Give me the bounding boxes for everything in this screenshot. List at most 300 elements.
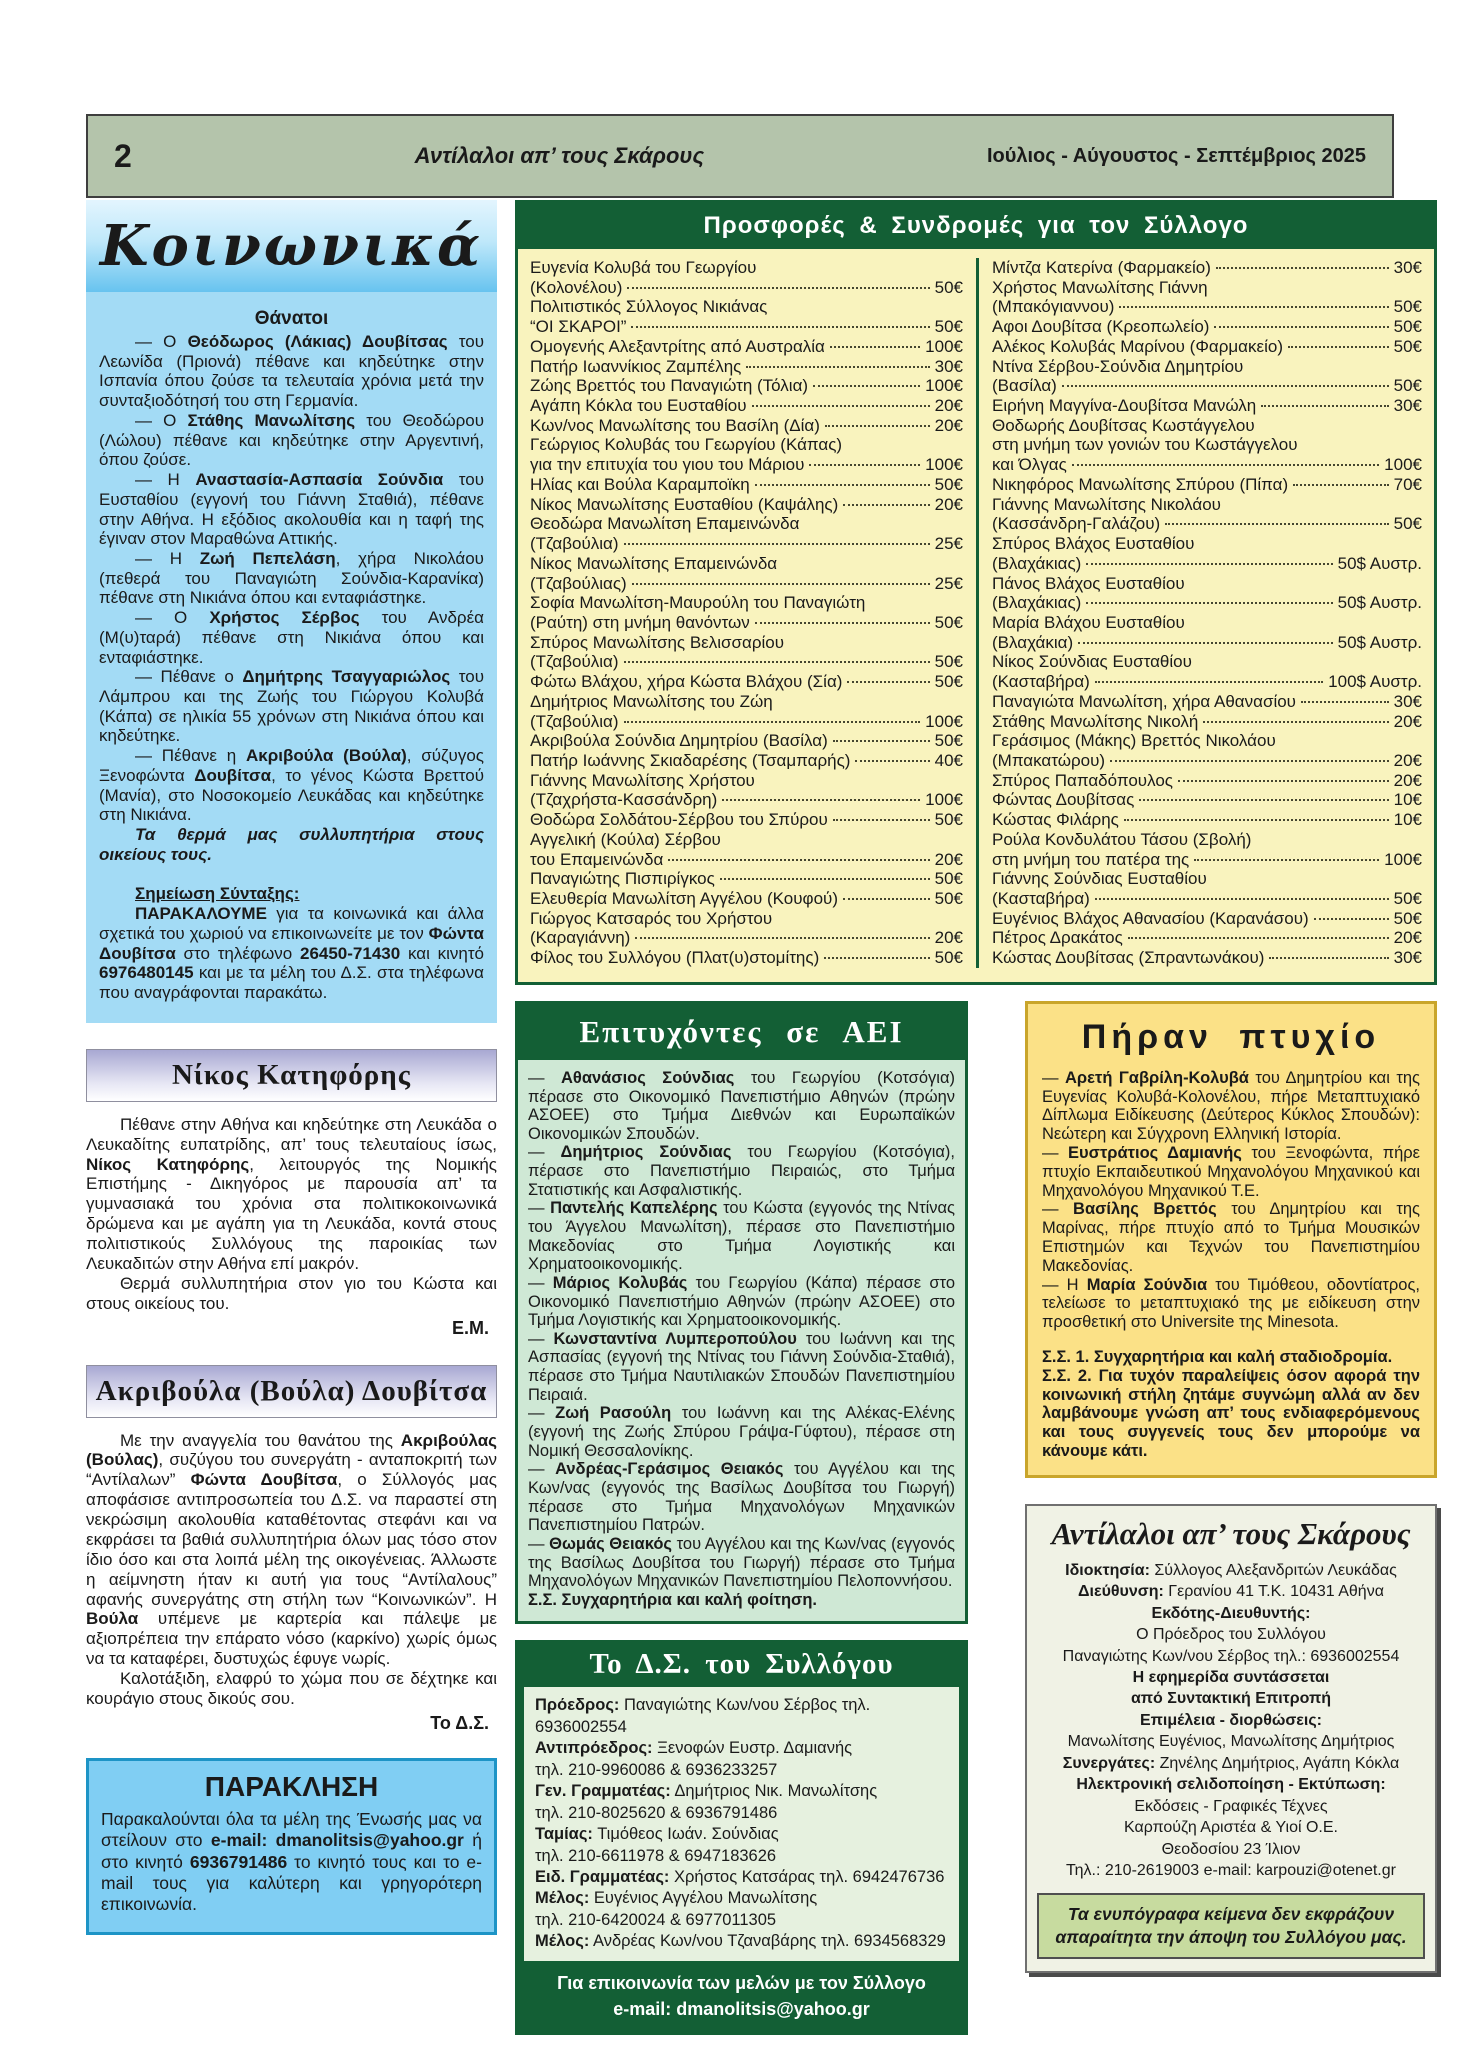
- donation-dots: [1314, 918, 1389, 920]
- masthead-box: [1025, 1504, 1437, 1973]
- donation-amount: 30€: [1393, 691, 1422, 711]
- aei-box: [515, 1001, 968, 1625]
- donation-amount: 100€: [925, 711, 963, 731]
- donation-dots: [843, 898, 930, 900]
- masthead-title: Αντίλαλοι απ’ τους Σκάρους: [1051, 1515, 1411, 1551]
- donation-dots: [833, 819, 930, 821]
- donation-name: Γεράσιμος (Μάκης) Βρεττός Νικολάου: [992, 731, 1276, 751]
- obituary-paragraph: — Ο Στάθης Μανωλίτσης του Θεοδώρου (Λώλου) πέθανε και κηδεύτηκε στην Αργεντινή, όπου ζούσε.: [99, 410, 485, 470]
- donation-dots: [855, 760, 929, 762]
- donation-amount: 20€: [934, 396, 963, 416]
- donation-entry: [992, 948, 1422, 968]
- donation-dots: [1178, 780, 1389, 782]
- donation-entry: [992, 416, 1422, 475]
- donation-entry: [530, 692, 963, 731]
- article-paragraph: Θερμά συλλυπητήρια στον γιο του Κώστα και στους οικείους του.: [86, 1273, 497, 1313]
- board-row: Αντιπρόεδρος: Ξενοφών Ευστρ. Δαμιανής τηλ. 210-9960086 & 6936233257: [535, 1739, 853, 1779]
- board-row: Μέλος: Ανδρέας Κων/νου Τζαναβάρης τηλ. 6934568329: [535, 1932, 946, 1951]
- donation-entry: [992, 790, 1422, 810]
- article-signature: Ε.Μ.: [451, 1317, 489, 1338]
- donation-entry: [530, 948, 963, 968]
- board-row: Ειδ. Γραμματέας: Χρήστος Κατσάρας τηλ. 6942476736: [535, 1867, 945, 1886]
- donation-dots: [1119, 306, 1388, 308]
- donation-entry: [992, 396, 1422, 416]
- donation-dots: [1301, 701, 1389, 703]
- donation-name: Θοδωρής Δουβίτσας Κωστάγγελου: [992, 415, 1255, 435]
- ptyxio-item: — Αρετή Γαβρίλη-Κολυβά του Δημητρίου και της Ευγενίας Κολυβά-Κολονέλου, πήρε Μεταπτυχιακό Δίπλωμα Ειδίκευσης (Δεύτερος Κύκλος Σπουδών): Νεώτερη και Σύγχρονη Ελληνική Ιστορία.: [1042, 1068, 1420, 1144]
- donation-dots: [668, 859, 929, 861]
- donation-name: στη μνήμη του πατέρα της: [992, 849, 1190, 869]
- donation-entry: [992, 317, 1422, 337]
- masthead-line: Συνεργάτες: Ζηνέλης Δημήτριος, Αγάπη Κόκλα: [1062, 1754, 1400, 1772]
- donation-amount: 50€: [934, 731, 963, 751]
- donation-name: Γιάννης Μανωλίτσης Χρήστου: [530, 770, 755, 790]
- voula-paragraphs: [86, 1431, 497, 1709]
- donation-dots: [624, 721, 921, 723]
- donation-dots: [1124, 819, 1389, 821]
- donation-name: (Τζαβούλια): [530, 534, 619, 554]
- donation-dots: [1214, 326, 1388, 328]
- masthead-line: Ιδιοκτησία: Σύλλογος Αλεξανδριτών Λευκάδας: [1065, 1561, 1397, 1579]
- right-column: [1025, 1001, 1437, 1973]
- masthead-line: από Συντακτική Επιτροπή: [1130, 1690, 1332, 1708]
- donation-amount: 10€: [1393, 790, 1422, 810]
- page-number: 2: [114, 137, 132, 174]
- board-row: Πρόεδρος: Παναγιώτης Κων/νου Σέρβος τηλ. 6936002554: [535, 1696, 871, 1736]
- donation-name: (Βλαχάκια): [992, 632, 1074, 652]
- donation-entry: [530, 376, 963, 396]
- donation-name: (Κολονέλου): [530, 277, 623, 297]
- aei-item: — Κωνσταντίνα Λυμπεροπούλου του Ιωάννη και της Ασπασίας (εγγονή της Ντίνας του Γιάννη Σούνδια-Σταθιά), πέρασε στο Τμήμα Ναυτιλιακών Σπουδών Πανεπιστημίου Πειραιά.: [528, 1329, 955, 1404]
- masthead-line: Τηλ.: 210-2619003 e-mail: karpouzi@otenet.gr: [1066, 1861, 1396, 1879]
- donation-name: στη μνήμη των γονιών του Κωστάγγελου: [992, 435, 1298, 455]
- donation-name: Πατήρ Ιωαννίκιος Ζαμπέλης: [530, 356, 742, 376]
- donation-entry: [530, 593, 963, 632]
- donation-name: (Βλαχάκιας): [992, 553, 1082, 573]
- donation-dots: [722, 799, 920, 801]
- donation-dots: [833, 740, 930, 742]
- donation-name: Αλέκος Κολυβάς Μαρίνου (Φαρμακείο): [992, 336, 1283, 356]
- donation-amount: 20€: [934, 494, 963, 514]
- board-members: [524, 1687, 959, 1960]
- donation-dots: [746, 366, 929, 368]
- board-footer-line1: Για επικοινωνία των μελών με τον Σύλλογο: [557, 1972, 926, 1993]
- katiforis-section-header: Νίκος Κατηφόρης: [86, 1049, 497, 1102]
- donation-dots: [1165, 523, 1388, 525]
- donation-name: (Τζαχρήστα-Κασσάνδρη): [530, 790, 718, 810]
- donation-name: (Βασίλα): [992, 376, 1057, 396]
- donation-name: Φώντας Δουβίτσας: [992, 790, 1135, 810]
- donation-amount: 30€: [934, 356, 963, 376]
- donation-dots: [1203, 721, 1388, 723]
- donation-amount: 50€: [934, 810, 963, 830]
- aei-body: [518, 1060, 965, 1622]
- obituary-paragraph: — Πέθανε ο Δημήτρης Τσαγγαριώλος του Λάμπρου και της Ζωής του Γιώργου Κολυβά (Κάπα) σε ηλικία 55 χρόνων στη Νικιάνα όπου και κηδεύτηκε.: [99, 667, 485, 746]
- donation-name: Σπύρος Βλάχος Ευσταθίου: [992, 534, 1195, 554]
- donation-name: Ελευθερία Μανωλίτση Αγγέλου (Κουφού): [530, 889, 838, 908]
- donation-amount: 50€: [934, 672, 963, 692]
- donation-entry: [992, 574, 1422, 613]
- donation-entry: [992, 495, 1422, 534]
- ptyxio-note: Σ.Σ. 1. Συγχαρητήρια και καλή σταδιοδρομία.: [1042, 1348, 1393, 1367]
- donation-dots: [1095, 898, 1389, 900]
- donation-entry: [530, 731, 963, 751]
- donation-name: Ομογενής Αλεξαντρίτης από Αυστραλία: [530, 336, 825, 356]
- donation-amount: 50€: [1393, 336, 1422, 356]
- donation-dots: [632, 583, 930, 585]
- donation-entry: [530, 771, 963, 810]
- donation-name: (Καραγιάννη): [530, 928, 631, 948]
- main-band: [515, 200, 1437, 2035]
- donation-dots: [843, 504, 929, 506]
- donation-amount: 20€: [934, 849, 963, 869]
- donation-entry: [530, 495, 963, 515]
- donation-name: Θοδώρα Σολδάτου-Σέρβου του Σπύρου: [530, 810, 828, 830]
- ptyxio-body: [1042, 1069, 1420, 1461]
- donation-dots: [1086, 563, 1332, 565]
- donation-dots: [635, 937, 929, 939]
- donation-amount: 50€: [934, 317, 963, 337]
- article-paragraph: Με την αναγγελία του θανάτου της Ακριβούλας (Βούλας), συζύγου του συνεργάτη - ανταποκριτή των “Αντίλαλων” Φώντα Δουβίτσα, ο Σύλλογός μας αποφάσισε αντιπροσωπεία του Δ.Σ. να παραστεί στη νεκρώσιμη ακολουθία καταθέτοντας στεφάνι και να εκφράσει τα βαθιά συλλυπητήρια όλων μας τόσο στον ίδιο όσο και στα λοιπά μέλη της οικογένειας. Άλλωστε η αείμνηστη ήταν κι αυτή για τους “Αντίλαλους” αφανής συνεργάτης στη στήλη των “Κοινωνικών”. Η Βούλα υπέμενε με καρτερία και πάλεψε με αξιοπρέπεια την επάρατο νόσο (καρκίνο) χωρίς όμως να τα καταφέρει, δυστυχώς έφυγε νωρίς.: [86, 1430, 498, 1669]
- board-header: Το Δ.Σ. του Συλλόγου: [589, 1648, 894, 1681]
- donation-entry: [530, 297, 963, 336]
- donation-name: Νίκος Σούνδιας Ευσταθίου: [992, 652, 1192, 672]
- donation-amount: 20€: [1393, 928, 1422, 948]
- donation-amount: 50€: [1393, 908, 1422, 928]
- donation-name: Ειρήνη Μαγγίνα-Δουβίτσα Μανώλη: [992, 396, 1257, 416]
- donations-header: Προσφορές & Συνδρομές για τον Σύλλογο: [518, 203, 1434, 249]
- donation-amount: 100€: [1384, 849, 1422, 869]
- donation-amount: 50$ Αυστρ.: [1337, 593, 1422, 613]
- donation-dots: [752, 405, 930, 407]
- obituary-paragraph: — Πέθανε η Ακριβούλα (Βούλα), σύζυγος Ξενοφώντα Δουβίτσα, το γένος Κώστα Βρεττού (Μανία), στο Νοσοκομείο Λευκάδας και κηδεύτηκε στη Νικιάνα.: [99, 746, 484, 825]
- donation-dots: [755, 484, 930, 486]
- donation-dots: [1261, 405, 1388, 407]
- donation-dots: [809, 464, 920, 466]
- voula-section-header: Ακριβούλα (Βούλα) Δουβίτσα: [86, 1365, 497, 1418]
- donation-amount: 30€: [1393, 258, 1422, 277]
- donation-entry: [530, 810, 963, 830]
- board-footer-line2: e-mail: dmanolitsis@yahoo.gr: [613, 1998, 870, 2019]
- ptyxio-item: — Η Μαρία Σούνδια του Τιμόθεου, οδοντίατρος, τελείωσε το μεταπτυχιακό της με ειδίκευση στην προσθετική στο Universite της Minesota.: [1042, 1275, 1420, 1332]
- donation-name: Πατήρ Ιωάννης Σκιαδαρέσης (Τσαμπαρής): [530, 750, 851, 770]
- board-row: Γεν. Γραμματέας: Δημήτριος Νικ. Μανωλίτσης τηλ. 210-8025620 & 6936791486: [535, 1782, 878, 1822]
- donation-entry: [992, 909, 1422, 929]
- donation-name: (Κασταβήρα): [992, 889, 1090, 908]
- donation-name: Κώστας Δουβίτσας (Σπραντωνάκου): [992, 948, 1265, 968]
- donation-entry: [992, 830, 1422, 869]
- ptyxio-note: Σ.Σ. 2. Για τυχόν παραλείψεις όσον αφορά την κοινωνική στήλη ζητάμε συγνώμη αλλά αν δεν λαμβάνουμε γνώση απ’ τους ενδιαφερόμενους και τους συγγενείς τους δεν μπορούμε να κάνουμε κάτι.: [1042, 1366, 1420, 1461]
- donation-entry: [992, 810, 1422, 830]
- donation-dots: [624, 661, 930, 663]
- donation-entry: [992, 337, 1422, 357]
- donation-entry: [530, 514, 963, 553]
- donation-name: Νίκος Μανωλίτσης Ευσταθίου (Καψάλης): [530, 494, 839, 514]
- donation-name: Πάνος Βλάχος Ευσταθίου: [992, 573, 1185, 593]
- ptyxio-box: [1025, 1001, 1437, 1478]
- aei-item: — Αθανάσιος Σούνδιας του Γεωργίου (Κοτσόγια) πέρασε στο Οικονομικό Πανεπιστήμιο Αθηνών (πρώην ΑΣΟΕΕ) στο Τμήμα Διεθνών και Ευρωπαϊκών Οικονομικών Σπουδών.: [528, 1068, 955, 1143]
- aei-closing: Σ.Σ. Συγχαρητήρια και καλή φοίτηση.: [528, 1590, 817, 1609]
- koinonika-section: [86, 200, 497, 1023]
- masthead-line: Επιμέλεια - διορθώσεις:: [1140, 1711, 1322, 1729]
- aei-items: [528, 1069, 955, 1591]
- donation-name: (Τζαβούλιας): [530, 573, 627, 593]
- katiforis-paragraphs: [86, 1115, 497, 1314]
- donation-amount: 30€: [1393, 948, 1422, 968]
- donation-amount: 50$ Αυστρ.: [1337, 553, 1422, 573]
- donation-name: Ηλίας και Βούλα Καραμποϊκη: [530, 474, 750, 494]
- donation-name: Γεώργιος Κολυβάς του Γεωργίου (Κάπας): [530, 435, 843, 455]
- donation-name: Σοφία Μανωλίτση-Μαυρούλη του Παναγιώτη: [530, 593, 866, 613]
- koinonika-body: [86, 292, 497, 1023]
- donation-name: Σπύρος Μανωλίτσης Βελισσαρίου: [530, 632, 785, 652]
- paraklisi-box: [86, 1758, 497, 1935]
- donation-amount: 50€: [1393, 514, 1422, 534]
- obituary-paragraph: — Ο Θεόδωρος (Λάκιας) Δουβίτσας του Λεωνίδα (Πριονά) πέθανε και κηδεύτηκε στην Ισπανία όπου ζούσε τα τελευταία χρόνια μετά την συνταξιοδότησή του στη Γερμανία.: [99, 332, 485, 411]
- donation-name: Ευγένιος Βλάχος Αθανασίου (Καρανάσου): [992, 908, 1309, 928]
- donation-dots: [627, 287, 929, 289]
- donation-name: Ντίνα Σέρβου-Σούνδια Δημητρίου: [992, 356, 1244, 376]
- donation-amount: 20€: [1393, 750, 1422, 770]
- masthead-line: Η εφημερίδα συντάσσεται: [1132, 1669, 1330, 1686]
- donation-entry: [530, 435, 963, 474]
- donation-name: Μίντζα Κατερίνα (Φαρμακείο): [992, 258, 1211, 277]
- donation-dots: [825, 425, 930, 427]
- board-row: Ταμίας: Τιμόθεος Ιωάν. Σούνδιας τηλ. 210-6611978 & 6947183626: [535, 1825, 779, 1865]
- donations-box: [515, 200, 1437, 985]
- donation-dots: [1062, 385, 1389, 387]
- aei-item: — Ζωή Ρασούλη του Ιωάννη και της Αλέκας-Ελένης (εγγονή της Ζωής Σπύρου Γράψα-Γύφτου), πέρασε στη Νομική Θεσσαλονίκης.: [528, 1404, 955, 1460]
- donation-name: (Κασταβήρα): [992, 672, 1090, 692]
- donation-amount: 50€: [934, 612, 963, 632]
- middle-column: [515, 1001, 968, 2035]
- aei-item: — Ανδρέας-Γεράσιμος Θειακός του Αγγέλου και της Κων/νας (εγγονός της Βασίλως Δουβίτσα του Γιωργή) πέρασε στο Τμήμα Μηχανολόγων Μηχανικών Πανεπιστημίου Πατρών.: [528, 1460, 955, 1535]
- masthead-line: Εκδόσεις - Γραφικές Τέχνες: [1134, 1797, 1328, 1815]
- donation-amount: 100€: [925, 376, 963, 396]
- donation-name: Παναγιώτα Μανωλίτση, χήρα Αθανασίου: [992, 691, 1296, 711]
- donation-entry: [992, 771, 1422, 791]
- donation-name: Αφοι Δουβίτσα (Κρεοπωλείο): [992, 317, 1210, 337]
- donation-amount: 25€: [934, 534, 963, 554]
- donation-name: του Επαμεινώνδα: [530, 849, 664, 869]
- donation-name: (Βλαχάκιας): [992, 593, 1082, 613]
- donation-amount: 40€: [934, 750, 963, 770]
- donations-column-right: [976, 258, 1422, 968]
- donation-dots: [1216, 267, 1389, 269]
- donation-amount: 50€: [934, 652, 963, 672]
- masthead-lines: [1037, 1560, 1425, 1882]
- koinonika-title: Κοινωνικά: [86, 200, 497, 292]
- donation-amount: 50€: [934, 277, 963, 297]
- donation-entry: [992, 731, 1422, 770]
- donation-amount: 100€: [925, 455, 963, 475]
- ptyxio-item: — Βασίλης Βρεττός του Δημητρίου και της Μαρίνας, πήρε πτυχίο από το Τμήμα Μουσικών Επιστημών και Τεχνών του Πανεπιστημίου Μακεδονίας.: [1042, 1200, 1420, 1275]
- donation-amount: 25€: [934, 573, 963, 593]
- donation-entry: [530, 357, 963, 377]
- donation-name: (Ραύτη) στη μνήμη θανόντων: [530, 612, 750, 632]
- donation-name: Φίλος του Συλλόγου (Πλατ(υ)στομίτης): [530, 948, 820, 968]
- donation-name: Μαρία Βλάχου Ευσταθίου: [992, 612, 1185, 632]
- donation-entry: [530, 889, 963, 909]
- donation-dots: [1139, 799, 1388, 801]
- lower-columns: [515, 1001, 1437, 2035]
- donation-dots: [847, 681, 929, 683]
- donation-dots: [1269, 957, 1388, 959]
- donation-name: και Όλγας: [992, 455, 1067, 475]
- masthead-line: Μανωλίτσης Ευγένιος, Μανωλίτσης Δημήτριος: [1067, 1733, 1395, 1751]
- donation-name: Ευγενία Κολυβά του Γεωργίου: [530, 258, 757, 277]
- donation-amount: 100€: [925, 790, 963, 810]
- donation-amount: 20€: [934, 928, 963, 948]
- donation-name: Αγγελική (Κούλα) Σέρβου: [530, 829, 721, 849]
- aei-header: Επιτυχόντες σε ΑΕΙ: [518, 1004, 965, 1060]
- donation-entry: [992, 475, 1422, 495]
- donation-dots: [1095, 681, 1323, 683]
- aei-item: — Θωμάς Θειακός του Αγγέλου και της Κων/νας (εγγονός της Βασίλως Δουβίτσα του Γιωργή) πέρασε στο Τμήμα Μηχανολόγων Μηχανικών Πανεπιστημίου Πελοποννήσου.: [528, 1534, 955, 1591]
- ptyxio-title: Πήραν πτυχίο: [1081, 1017, 1381, 1056]
- condolence-note: Τα θερμά μας συλλυπητήρια στους οικείους τους.: [99, 825, 484, 864]
- donation-name: Χρήστος Μανωλίτσης Γιάννη: [992, 277, 1208, 297]
- donation-amount: 20€: [1393, 770, 1422, 790]
- donation-dots: [1072, 464, 1379, 466]
- donation-entry: [530, 337, 963, 357]
- paraklisi-body: Παρακαλούνται όλα τα μέλη της Ένωσής μας να στείλουν στο e-mail: dmanolitsis@yahoo.gr ή στο κινητό 6936791486 το κινητό τους και το e-mail τους για καλύτερη και γρηγορότερη επικοινωνία.: [101, 1808, 482, 1915]
- donation-name: (Τζαβούλια): [530, 652, 619, 672]
- donation-amount: 100$ Αυστρ.: [1328, 672, 1422, 692]
- ptyxio-notes: [1042, 1348, 1420, 1461]
- donation-amount: 100€: [925, 336, 963, 356]
- donation-name: Νίκος Μανωλίτσης Επαμεινώνδα: [530, 553, 778, 573]
- donation-entry: [992, 258, 1422, 278]
- donation-amount: 10€: [1393, 810, 1422, 830]
- donation-entry: [992, 928, 1422, 948]
- donation-name: Παναγιώτης Πισπιρίγκος: [530, 869, 715, 889]
- masthead-line: Θεοδοσίου 23 Ίλιον: [1161, 1840, 1301, 1858]
- donation-entry: [992, 278, 1422, 317]
- donation-name: Αγάπη Κόκλα του Ευσταθίου: [530, 396, 747, 416]
- donation-name: Κώστας Φιλάρης: [992, 810, 1119, 830]
- obituary-list: [99, 332, 484, 825]
- newspaper-title: Αντίλαλοι απ’ τους Σκάρους: [414, 143, 705, 168]
- article-paragraph: Πέθανε στην Αθήνα και κηδεύτηκε στη Λευκάδα ο Λευκαδίτης ευπατρίδης, απ’ τους τελευταίους ίσως, Νίκος Κατηφόρης, λειτουργός της Νομικής Επιστήμης - Δικηγόρος με παρουσία απ’ τα γυμνασιακά του χρόνια στα πολιτικοκοινωνικά δρώμενα και με αγάπη για τη Λευκάδα, κοντά στους πολιτιστικούς Συλλόγους της παροικίας των Λευκαδιτών στην Αθήνα επί μακρόν.: [86, 1114, 497, 1273]
- donation-dots: [1078, 642, 1332, 644]
- donation-name: Νικηφόρος Μανωλίτσης Σπύρου (Πίπα): [992, 474, 1289, 494]
- masthead-line: Εκδότης-Διευθυντής:: [1151, 1604, 1311, 1622]
- left-column: [86, 200, 497, 1935]
- donation-name: Γιάννης Μανωλίτσης Νικολάου: [992, 494, 1221, 514]
- donation-name: (Κασσάνδρη-Γαλάζου): [992, 514, 1161, 534]
- donation-entry: [530, 751, 963, 771]
- donation-amount: 70€: [1393, 474, 1422, 494]
- donation-entry: [992, 712, 1422, 732]
- donation-name: Φώτω Βλάχου, χήρα Κώστα Βλάχου (Σία): [530, 672, 843, 692]
- donation-name: Γιώργος Κατσαρός του Χρήστου: [530, 908, 773, 928]
- masthead-line: Ηλεκτρονική σελιδοποίηση - Εκτύπωση:: [1076, 1776, 1386, 1794]
- donation-dots: [720, 878, 930, 880]
- donation-dots: [1194, 859, 1379, 861]
- obituary-paragraph: — Ο Χρήστος Σέρβος του Ανδρέα (Μ(υ)ταρά) πέθανε στη Νικιάνα όπου και ενταφιάστηκε.: [99, 608, 485, 667]
- disclaimer-text: Τα ενυπόγραφα κείμενα δεν εκφράζουν απαραίτητα την άποψη του Συλλόγου μας.: [1055, 1904, 1407, 1948]
- katiforis-article: [86, 1115, 497, 1339]
- voula-article: [86, 1431, 497, 1734]
- donation-amount: 50€: [1393, 297, 1422, 317]
- donation-dots: [1293, 484, 1388, 486]
- donation-entry: [530, 396, 963, 416]
- donation-amount: 50€: [934, 889, 963, 908]
- donation-entry: [530, 416, 963, 436]
- donation-name: Στάθης Μανωλίτσης Νικολή: [992, 711, 1199, 731]
- donation-name: για την επιτυχία του γιου του Μάριου: [530, 455, 805, 475]
- page-header: [86, 114, 1394, 198]
- ptyxio-item: — Ευστράτιος Δαμιανής του Ξενοφώντα, πήρε πτυχίο Εκπαιδευτικού Μηχανολόγου Μηχανικού και Μηχανολόγου Μηχανικού Τ.Ε.: [1042, 1144, 1420, 1200]
- donation-name: Ακριβούλα Σούνδια Δημητρίου (Βασίλα): [530, 731, 828, 751]
- donation-amount: 50€: [934, 474, 963, 494]
- donation-dots: [1128, 937, 1389, 939]
- donation-dots: [1086, 602, 1332, 604]
- masthead-line: Διεύθυνση: Γερανίου 41 Τ.Κ. 10431 Αθήνα: [1078, 1583, 1384, 1601]
- donation-entry: [530, 909, 963, 948]
- board-footer: [524, 1961, 959, 2035]
- donation-name: Δημήτριος Μανωλίτσης του Ζώη: [530, 691, 773, 711]
- issue-date: Ιούλιος - Αύγουστος - Σεπτέμβριος 2025: [986, 144, 1366, 167]
- donation-entry: [992, 692, 1422, 712]
- donation-dots: [813, 385, 920, 387]
- donation-name: Πέτρος Δρακάτος: [992, 928, 1123, 948]
- masthead-line: Καρπούζη Αριστέα & Υιοί Ο.Ε.: [1123, 1819, 1338, 1837]
- donation-dots: [1110, 760, 1389, 762]
- donation-entry: [530, 258, 963, 297]
- deaths-heading: Θάνατοι: [254, 308, 329, 329]
- editor-note: ΠΑΡΑΚΑΛΟΥΜΕ για τα κοινωνικά και άλλα σχετικά του χωριού να επικοινωνείτε με τον Φώντα Δουβίτσα στο τηλέφωνο 26450-71430 και κινητό 6976480145 και με τα μέλη του Δ.Σ. στα τηλέφωνα που αναγράφονται παρακάτω.: [99, 904, 485, 1003]
- donation-name: Θεοδώρα Μανωλίτση Επαμεινώνδα: [530, 514, 800, 534]
- donation-entry: [992, 869, 1422, 908]
- aei-item: — Μάριος Κολυβάς του Γεωργίου (Κάπα) πέρασε στο Οικονομικό Πανεπιστήμιο Αθηνών (πρώην ΑΣΟΕΕ) στο Τμήμα Λογιστικής και Χρηματοοικονομικής.: [528, 1273, 955, 1330]
- paraklisi-title: ΠΑΡΑΚΛΗΣΗ: [204, 1770, 379, 1802]
- donation-amount: 50€: [934, 869, 963, 889]
- donation-dots: [755, 622, 930, 624]
- donation-entry: [992, 357, 1422, 396]
- donation-amount: 20€: [934, 415, 963, 435]
- donation-entry: [530, 830, 963, 869]
- donation-amount: 50€: [1393, 889, 1422, 908]
- donation-name: (Τζαβούλια): [530, 711, 619, 731]
- donation-amount: 50€: [934, 948, 963, 968]
- donation-name: (Μπακόγιαννου): [992, 297, 1115, 317]
- donation-name: Ρούλα Κονδυλάτου Τάσου (Σβολή): [992, 829, 1252, 849]
- obituary-paragraph: — Η Αναστασία-Ασπασία Σούνδια του Ευσταθίου (εγγονή του Γιάννη Σταθιά), πέθανε στην Αθήνα. Η εξόδιος ακολουθία και η ταφή της έγιναν στον Μαραθώνα Αττικής.: [99, 470, 484, 549]
- donation-amount: 20€: [1393, 711, 1422, 731]
- donation-name: (Μπακατώρου): [992, 750, 1106, 770]
- donations-body: [518, 249, 1434, 982]
- article-paragraph: Καλοτάξιδη, ελαφρύ το χώμα που σε δέχτηκε και κουράγιο στους δικούς σου.: [86, 1669, 497, 1708]
- obituary-paragraph: — Η Ζωή Πεπελάση, χήρα Νικολάου (πεθερά του Παναγιώτη Σούνδια-Καρανίκα) πέθανε στη Νικιάνα όπου και ενταφιάστηκε.: [99, 548, 484, 608]
- donation-entry: [530, 554, 963, 593]
- donation-entry: [530, 672, 963, 692]
- masthead-line: Ο Πρόεδρος του Συλλόγου: [1136, 1626, 1326, 1644]
- masthead-line: Παναγιώτης Κων/νου Σέρβος τηλ.: 6936002554: [1062, 1647, 1400, 1665]
- donation-amount: 50$ Αυστρ.: [1337, 632, 1422, 652]
- donation-entry: [530, 633, 963, 672]
- donation-amount: 30€: [1393, 396, 1422, 416]
- donation-dots: [624, 543, 930, 545]
- donation-name: Κων/νος Μανωλίτσης του Βασίλη (Δία): [530, 415, 820, 435]
- donation-name: Σπύρος Παπαδόπουλος: [992, 770, 1173, 790]
- aei-item: — Δημήτριος Σούνδιας του Γεωργίου (Κοτσόγια), πέρασε στο Πανεπιστήμιο Πειραιώς, στο Τμήμα Στατιστικής και Ασφαλιστικής.: [528, 1143, 955, 1199]
- donation-name: Ζώης Βρεττός του Παναγιώτη (Τόλια): [530, 376, 809, 396]
- aei-item: — Παντελής Καπελέρης του Κώστα (εγγονός της Ντίνας του Άγγελου Μανωλίτση), πέρασε στο Πανεπιστήμιο Μακεδονίας στο Τμήμα Λογιστικής και Χρηματοοικονομικής.: [528, 1199, 955, 1274]
- board-row: Μέλος: Ευγένιος Αγγέλου Μανωλίτσης τηλ. 210-6420024 & 6977011305: [535, 1889, 818, 1929]
- ptyxio-items: [1042, 1069, 1420, 1332]
